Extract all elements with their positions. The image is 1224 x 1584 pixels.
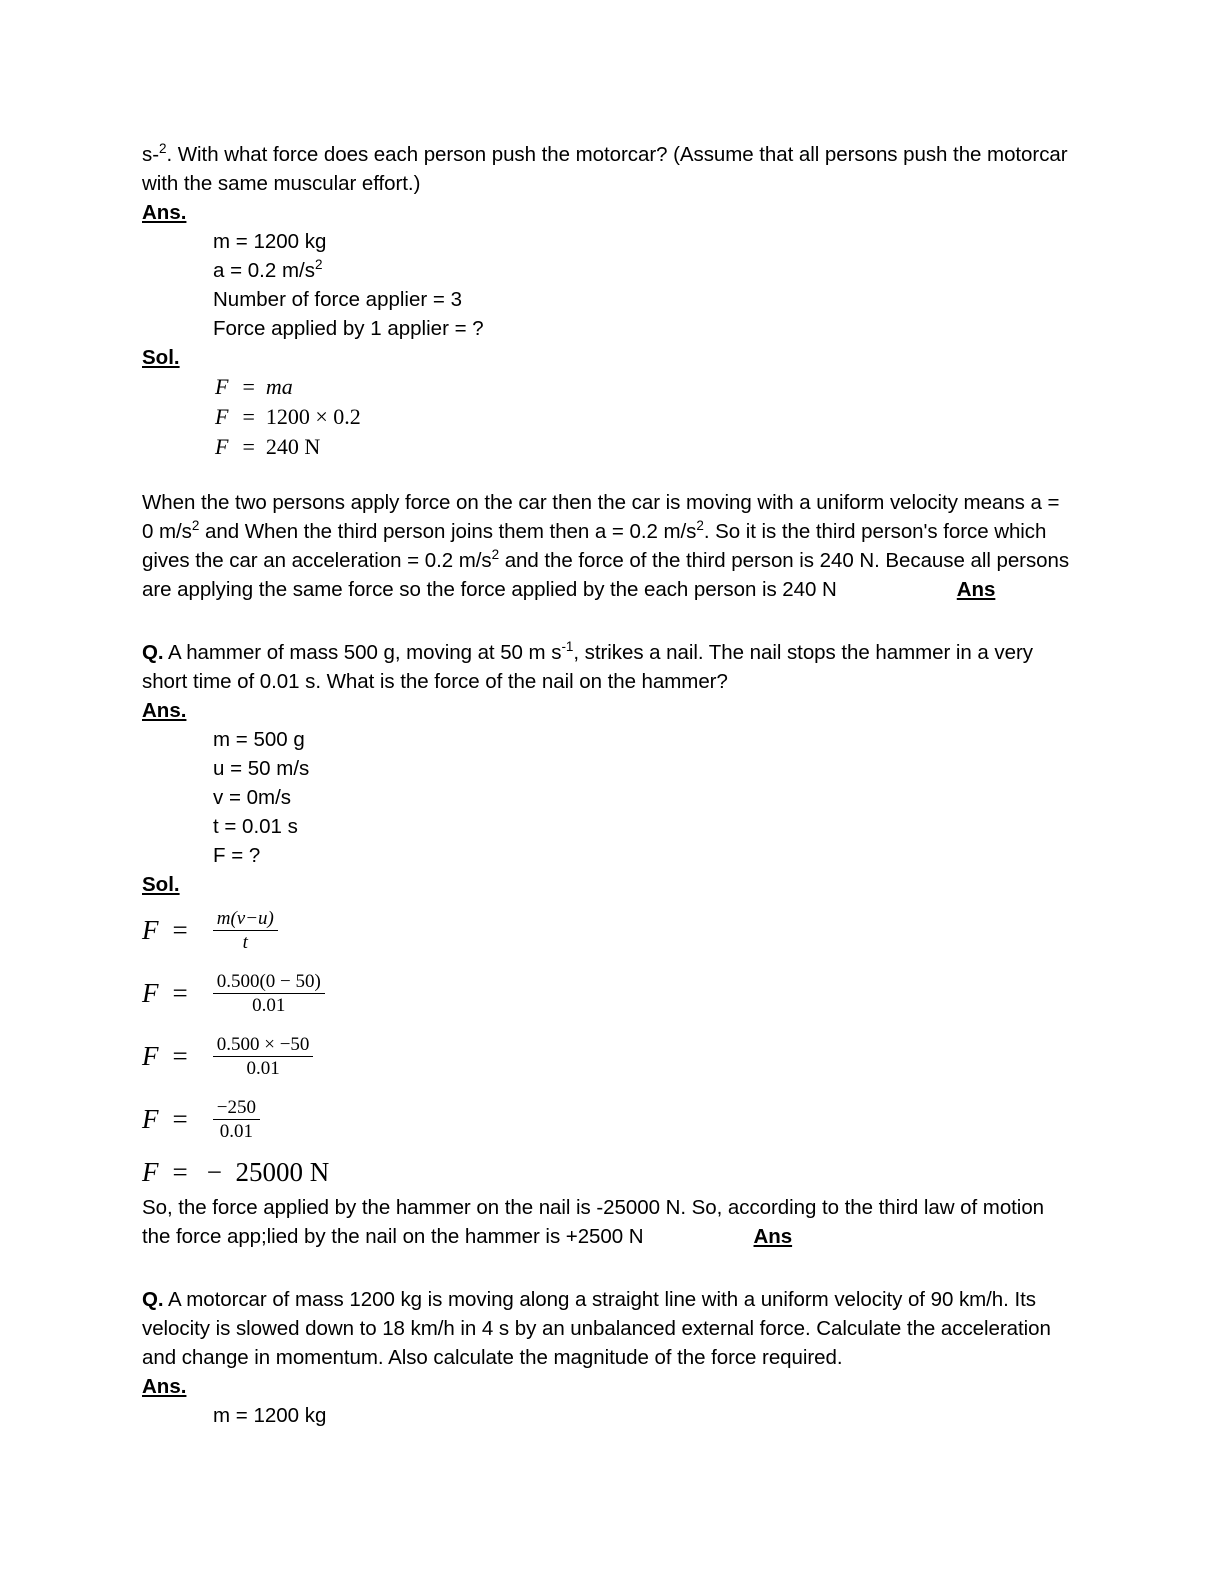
fraction — [213, 1035, 314, 1078]
equation-line — [142, 962, 1072, 1025]
fraction — [213, 972, 325, 1015]
equals-sign: = — [172, 1156, 188, 1187]
explanation-part-3: . So it is the third person's force which gives the car an acceleration = 0.2 m/s — [142, 520, 1047, 572]
q1-intro-body: . With what force does each person push the motorcar? (Assume that all persons push the motorcar with the same muscular effort.) — [142, 143, 1068, 195]
q2-question-prefix: Q. — [142, 641, 164, 664]
equation-lhs: F — [215, 434, 229, 459]
equals-sign: = — [172, 1104, 188, 1134]
equation-rhs: 1200 × 0.2 — [265, 404, 361, 429]
equation-rhs: 240 N — [265, 434, 321, 459]
given-item: u = 50 m/s — [213, 757, 310, 780]
equation-lhs: F — [215, 374, 229, 399]
fraction-denominator: t — [242, 932, 248, 953]
given-item-text: a = 0.2 m/s — [213, 259, 315, 282]
equation-line — [215, 372, 1072, 402]
q3-question-body: A motorcar of mass 1200 kg is moving along a straight line with a uniform velocity of 90 km/h. Its velocity is slowed down to 18 km/h in 4 s by an unbalanced external force. Calculate the acceleration and change in momentum. Also calculate the magnitude of the force required. — [142, 1288, 1051, 1369]
equation-line — [142, 1025, 1072, 1088]
q2-conclusion — [142, 1193, 1072, 1251]
q3-question-prefix: Q. — [142, 1288, 164, 1311]
q2-conclusion-text: So, the force applied by the hammer on the nail is -25000 N. So, according to the third law of motion the force app;lied by the nail on the hammer is +2500 N — [142, 1196, 1045, 1248]
equation-lhs: F — [142, 915, 159, 945]
fraction-denominator: 0.01 — [252, 995, 286, 1016]
q2-sol-label: Sol. — [142, 873, 180, 896]
equation-lhs: F — [142, 1156, 159, 1187]
explanation-part-4: and the force of the third person is 240 N. Because all persons are applying the same force so the force applied by the each person is 240 N — [142, 549, 1070, 601]
explanation-superscript-2: 2 — [696, 518, 704, 534]
fraction-numerator: 0.500 × −50 — [213, 1035, 314, 1057]
q1-ans-marker: Ans — [956, 578, 996, 601]
q2-question-part-1: A hammer of mass 500 g, moving at 50 m s — [163, 641, 562, 664]
q2-question-part-2: , strikes a nail. The nail stops the hammer in a very short time of 0.01 s. What is the force of the nail on the hammer? — [142, 641, 1033, 693]
equals-sign: = — [172, 1041, 188, 1071]
equals-sign: = — [242, 434, 255, 459]
spacer — [142, 1251, 1072, 1285]
fraction-numerator: −250 — [213, 1098, 260, 1120]
fraction-numerator: m(v−u) — [213, 909, 278, 931]
fraction-denominator: 0.01 — [219, 1121, 253, 1142]
given-item: Force applied by 1 applier = ? — [213, 317, 484, 340]
given-item: Number of force applier = 3 — [213, 288, 462, 311]
q2-givens-list — [142, 725, 1072, 870]
given-item — [213, 256, 1072, 285]
equals-sign: = — [242, 374, 255, 399]
equation-lhs: F — [142, 1104, 159, 1134]
equation-lhs: F — [142, 1041, 159, 1071]
q1-explanation — [142, 488, 1072, 604]
q3-question-text — [142, 1285, 1072, 1372]
q1-intro-prefix: s- — [142, 143, 159, 166]
equation-lhs: F — [215, 404, 229, 429]
q3-ans-label: Ans. — [142, 1375, 187, 1398]
fraction — [213, 909, 278, 952]
document-content — [142, 140, 1072, 1430]
given-item: m = 500 g — [213, 728, 305, 751]
given-item: F = ? — [213, 844, 261, 867]
q1-intro-superscript: 2 — [158, 141, 167, 157]
given-item: t = 0.01 s — [213, 815, 298, 838]
given-item: m = 1200 kg — [213, 230, 327, 253]
spacer — [142, 604, 1072, 638]
q1-equation-group — [142, 372, 1072, 462]
explanation-superscript-1: 2 — [191, 518, 200, 534]
equation-line — [142, 1088, 1072, 1151]
equation-line — [142, 899, 1072, 962]
equation-rhs: ma — [265, 374, 293, 399]
q2-ans-marker: Ans — [753, 1225, 793, 1248]
given-item: m = 1200 kg — [213, 1404, 327, 1427]
explanation-part-1: When the two persons apply force on the car then the car is moving with a uniform velocity means a = 0 m/s — [142, 491, 1060, 543]
equals-sign: = — [242, 404, 255, 429]
q2-question-text — [142, 638, 1072, 696]
given-item: v = 0m/s — [213, 786, 292, 809]
q2-question-superscript: -1 — [561, 639, 574, 655]
fraction-numerator: 0.500(0 − 50) — [213, 972, 325, 994]
equals-sign: = — [172, 915, 188, 945]
q2-equation-group — [142, 899, 1072, 1193]
equation-line — [215, 402, 1072, 432]
q1-continuation-text — [142, 140, 1072, 198]
explanation-part-2: and When the third person joins them then a = 0.2 m/s — [199, 520, 697, 543]
spacer — [142, 462, 1072, 488]
given-superscript: 2 — [314, 257, 323, 273]
equation-line-final — [142, 1151, 1072, 1193]
q1-ans-label: Ans. — [142, 201, 187, 224]
equation-line — [215, 432, 1072, 462]
q1-sol-label: Sol. — [142, 346, 180, 369]
q1-givens-list — [142, 227, 1072, 343]
fraction-denominator: 0.01 — [246, 1058, 280, 1079]
q3-givens-list — [142, 1401, 1072, 1430]
q2-ans-label: Ans. — [142, 699, 187, 722]
equation-lhs: F — [142, 978, 159, 1008]
equals-sign: = — [172, 978, 188, 1008]
equation-rhs: − 25000 N — [206, 1156, 330, 1187]
explanation-superscript-3: 2 — [491, 547, 500, 563]
fraction — [213, 1098, 260, 1141]
